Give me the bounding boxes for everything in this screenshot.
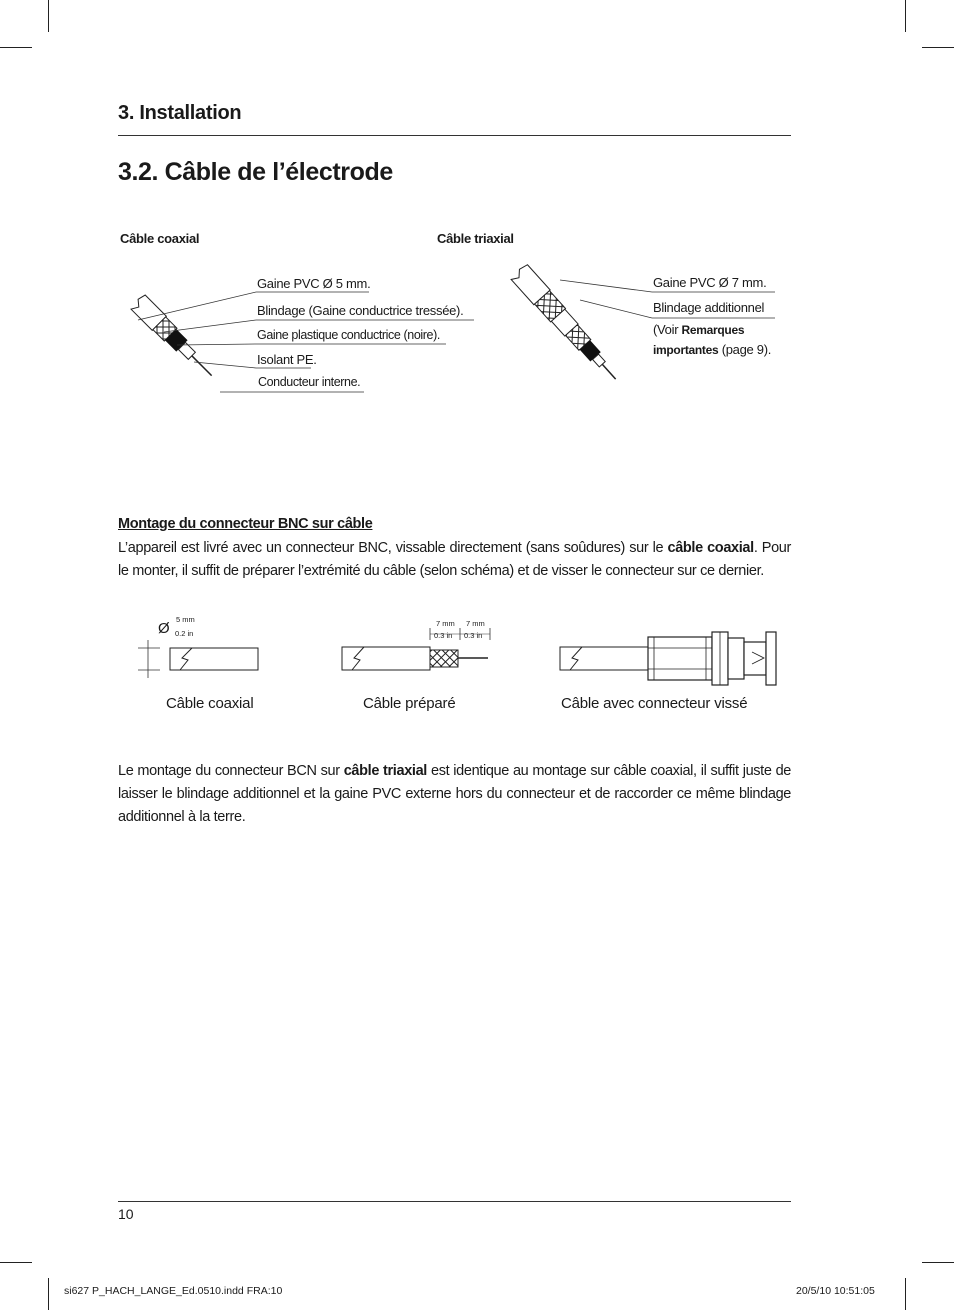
triax-text-1: Le montage du connecteur BCN sur [118,763,344,779]
coax-caption: Câble coaxial [120,231,200,246]
crop-mark [905,1278,906,1310]
caption-coax: Câble coaxial [166,695,254,712]
bnc-heading: Montage du connecteur BNC sur câble [118,516,373,532]
bnc-text-1: L’appareil est livré avec un connecteur BNC, vissable directement (sans soûdures) sur le [118,540,668,556]
coax-label-pvc: Gaine PVC Ø 5 mm. [257,276,371,291]
triax-label-shield: Blindage additionnel [653,300,765,315]
crop-mark [0,1262,32,1263]
triax-paragraph [118,760,791,829]
page-number: 10 [118,1206,134,1222]
dim-7mm-b: 7 mm [466,619,485,628]
dim-7mm-a: 7 mm [436,619,455,628]
triax-note-open: (Voir [653,322,682,337]
triax-text-bold: câble triaxial [343,763,427,779]
coax-label-conductive-sheath: Gaine plastique conductrice (noire). [257,328,440,342]
slug-left: si627 P_HACH_LANGE_Ed.0510.indd FRA:10 [64,1285,283,1297]
triax-caption: Câble triaxial [437,231,514,246]
coax-label-inner-conductor: Conducteur interne. [258,375,361,389]
page-title: 3.2. Câble de l’électrode [118,158,393,186]
bnc-text-2: . Pour le monter, il suffit de préparer l’extrémité du câble (selon schéma) et de visser le connecteur sur ce dernier. [118,540,791,579]
bnc-text-bold: câble coaxial [667,540,754,556]
coax-label-insulator: Isolant PE. [257,352,317,367]
triax-note-close: (page 9). [718,342,772,357]
dim-02in: 0.2 in [175,629,194,638]
section-title: 3. Installation [118,102,242,124]
crop-mark [922,1262,954,1263]
triax-label-pvc: Gaine PVC Ø 7 mm. [653,275,767,290]
triax-note-remarks: Remarques [681,323,745,337]
triax-text-2: est identique au montage sur câble coaxial, il suffit juste de laisser le blindage additionnel et la gaine PVC externe hors du connecteur et de raccorder ce même blindage additionnel à la terre. [118,763,791,825]
triax-note-important: importantes [653,343,719,357]
caption-with-connector: Câble avec connecteur vissé [561,695,748,712]
dim-03in-a: 0.3 in [434,631,453,640]
footer-rule [118,1201,791,1202]
dim-5mm: 5 mm [176,615,195,624]
dim-03in-b: 0.3 in [464,631,483,640]
slug-right: 20/5/10 10:51:05 [796,1285,875,1297]
coax-label-shield: Blindage (Gaine conductrice tressée). [257,303,464,318]
crop-mark [48,1278,49,1310]
diameter-symbol: Ø [158,620,170,637]
caption-prepared: Câble préparé [363,695,456,712]
